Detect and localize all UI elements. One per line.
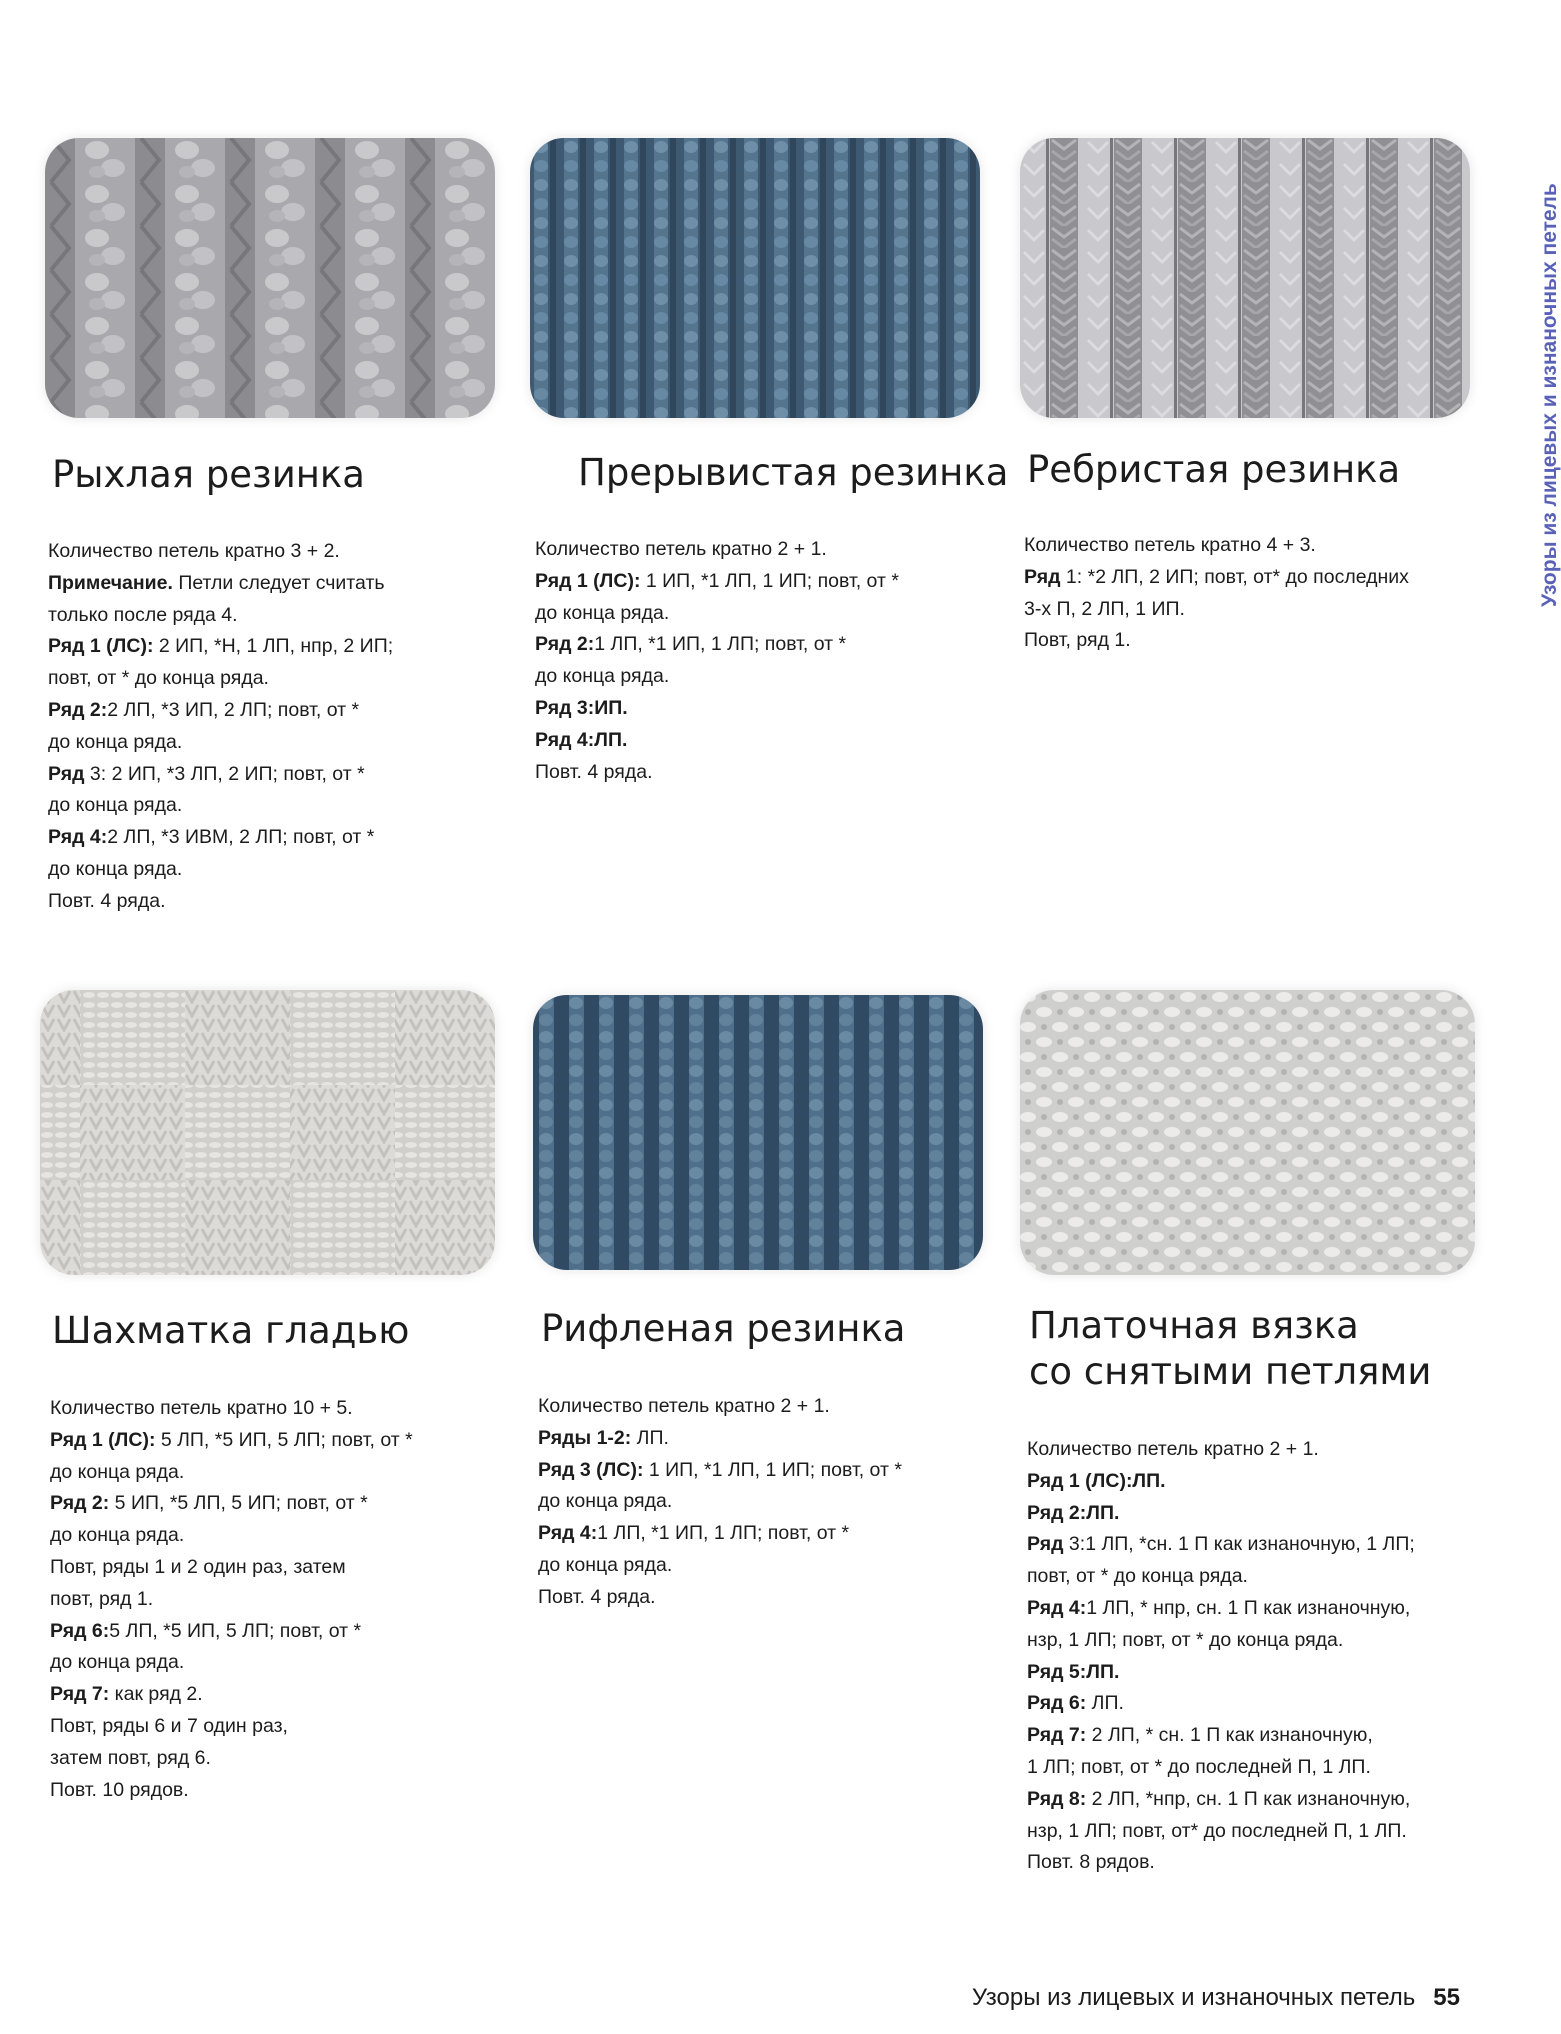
instruction-line: [1024, 562, 1409, 594]
instruction-line: [50, 1520, 413, 1552]
instruction-line: [48, 663, 393, 695]
instruction-line-text: Количество петель кратно 4 + 3.: [1024, 534, 1316, 556]
pattern-instructions-checkerboard: [50, 1393, 413, 1806]
pattern-instructions-broken-rib: [535, 534, 899, 788]
instruction-line-label: Ряд 1 (ЛС):: [535, 569, 641, 592]
instruction-line-text: 5 ЛП, *5 ИП, 5 ЛП; повт, от *: [155, 1428, 413, 1451]
instruction-line: [538, 1391, 902, 1423]
instruction-line-text: 1 ЛП; повт, от * до последней П, 1 ЛП.: [1027, 1755, 1371, 1778]
instruction-line-text: 5 ИП, *5 ЛП, 5 ИП; повт, от *: [109, 1492, 368, 1515]
pattern-title-ribbed-rib: Ребристая резинка: [1027, 448, 1401, 491]
pattern-title-checkerboard: Шахматка гладью: [52, 1309, 410, 1352]
instruction-line-text: Количество петель кратно 2 + 1.: [538, 1395, 830, 1417]
instruction-line-text: 3:1 ЛП, *сн. 1 П как изнаночную, 1 ЛП;: [1063, 1533, 1415, 1556]
instruction-line-text: ЛП.: [1086, 1692, 1124, 1715]
instruction-line-text: Петли следует считать: [172, 571, 385, 594]
instruction-line-text: нзр, 1 ЛП; повт, от* до последней П, 1 ЛП.: [1027, 1819, 1407, 1842]
instruction-line-label: Ряд 1 (ЛС):: [48, 635, 154, 658]
instruction-line-text: 1 ИП, *1 ЛП, 1 ИП; повт, от *: [643, 1458, 902, 1481]
instruction-line: [1024, 625, 1409, 657]
instruction-line: [48, 631, 393, 663]
instruction-line-text: Количество петель кратно 3 + 2.: [48, 540, 340, 562]
instruction-line-label: Ряд: [1027, 1533, 1064, 1556]
instruction-line: [535, 725, 899, 757]
instruction-line-label: Ряды 1-2:: [538, 1426, 632, 1449]
instruction-line-label: Ряд 4:: [538, 1522, 598, 1545]
instruction-line-text: до конца ряда.: [538, 1490, 673, 1513]
instruction-line-text: 1 ИП, *1 ЛП, 1 ИП; повт, от *: [640, 569, 899, 592]
instruction-line: [538, 1518, 902, 1550]
instruction-line: [1024, 530, 1409, 562]
side-chapter-title-text: Узоры из лицевых и изнаночных петель: [1538, 183, 1561, 607]
instruction-line-text: повт, от * до конца ряда.: [1027, 1565, 1248, 1588]
instruction-line-text: до конца ряда.: [48, 730, 183, 753]
instruction-line-text: 2 ЛП, *3 ИП, 2 ЛП; повт, от *: [107, 698, 360, 721]
instruction-line-text: Повт, ряды 6 и 7 один раз,: [50, 1714, 288, 1737]
instruction-line: [1027, 1688, 1415, 1720]
instruction-line-label: Ряд 2:ЛП.: [1027, 1501, 1120, 1524]
instruction-line: [50, 1488, 413, 1520]
instruction-line: [1027, 1466, 1415, 1498]
instruction-line-label: Ряд 7:: [50, 1683, 110, 1706]
instruction-line-text: Повт, ряд 1.: [1024, 629, 1131, 652]
instruction-line-text: до конца ряда.: [50, 1460, 185, 1483]
instruction-line-label: Ряд 3:ИП.: [535, 696, 628, 719]
instruction-line-text: как ряд 2.: [109, 1683, 203, 1706]
pattern-instructions-ribbed-rib: [1024, 530, 1409, 657]
instruction-line-text: 3: 2 ИП, *3 ЛП, 2 ИП; повт, от *: [84, 762, 365, 785]
instruction-line-text: Количество петель кратно 2 + 1.: [535, 538, 827, 560]
pattern-title-fluted-rib: Рифленая резинка: [541, 1307, 906, 1350]
instruction-line-text: затем повт, ряд 6.: [50, 1746, 211, 1769]
instruction-line: [535, 661, 899, 693]
instruction-line-label: Ряд 3 (ЛС):: [538, 1458, 644, 1481]
side-chapter-title: [1538, 127, 1561, 607]
instruction-line-label: Ряд: [1024, 565, 1061, 588]
instruction-line: [50, 1457, 413, 1489]
instruction-line-label: Ряд 2:: [535, 633, 595, 656]
instruction-line-text: только после ряда 4.: [48, 603, 238, 626]
instruction-line: [1027, 1657, 1415, 1689]
instruction-line: [535, 629, 899, 661]
instruction-line: [538, 1550, 902, 1582]
instruction-line-text: Повт. 4 ряда.: [535, 760, 653, 783]
instruction-line: [50, 1393, 413, 1425]
instruction-line: [50, 1775, 413, 1807]
instruction-line: [48, 759, 393, 791]
instruction-line: [50, 1711, 413, 1743]
instruction-line-text: повт, от * до конца ряда.: [48, 667, 269, 690]
instruction-line: [535, 598, 899, 630]
instruction-line-text: до конца ряда.: [535, 601, 670, 624]
instruction-line-text: 3-х П, 2 ЛП, 1 ИП.: [1024, 597, 1185, 620]
instruction-line-label: Ряд 4:: [1027, 1596, 1087, 1619]
pattern-title-slipped-garter: [1029, 1303, 1431, 1395]
swatch-image-fluted-rib: [533, 995, 983, 1270]
instruction-line-text: до конца ряда.: [48, 794, 183, 817]
instruction-line-text: 1 ЛП, *1 ИП, 1 ЛП; повт, от *: [594, 633, 847, 656]
instruction-line-text: 2 ЛП, *3 ИВМ, 2 ЛП; повт, от *: [107, 826, 375, 849]
instruction-line: [538, 1423, 902, 1455]
instruction-line-text: Повт. 4 ряда.: [538, 1585, 656, 1608]
instruction-line: [48, 600, 393, 632]
instruction-line-label: Ряд 1 (ЛС):: [50, 1428, 156, 1451]
swatch-image-loose-rib: [45, 138, 495, 418]
instruction-line-text: Повт. 10 рядов.: [50, 1778, 189, 1801]
instruction-line-text: до конца ряда.: [50, 1651, 185, 1674]
instruction-line: [48, 854, 393, 886]
instruction-line-label: Ряд: [48, 762, 85, 785]
instruction-line: [1027, 1752, 1415, 1784]
instruction-line: [48, 695, 393, 727]
instruction-line: [1027, 1561, 1415, 1593]
instruction-line-text: до конца ряда.: [535, 665, 670, 688]
instruction-line: [1027, 1816, 1415, 1848]
pattern-title-slipped-garter-line1: Платочная вязка: [1029, 1304, 1359, 1347]
instruction-line: [48, 822, 393, 854]
instruction-line: [50, 1743, 413, 1775]
instruction-line: [48, 790, 393, 822]
instruction-line-label: Ряд 8:: [1027, 1787, 1087, 1810]
instruction-line-text: 5 ЛП, *5 ИП, 5 ЛП; повт, от *: [109, 1619, 362, 1642]
instruction-line: [1027, 1529, 1415, 1561]
instruction-line-label: Ряд 4:ЛП.: [535, 728, 628, 751]
instruction-line-text: до конца ряда.: [50, 1524, 185, 1547]
instruction-line-label: Ряд 2:: [50, 1492, 110, 1515]
instruction-line-label: Ряд 2:: [48, 698, 108, 721]
instruction-line: [1027, 1498, 1415, 1530]
instruction-line: [1027, 1720, 1415, 1752]
instruction-line: [535, 693, 899, 725]
instruction-line: [535, 534, 899, 566]
instruction-line: [535, 757, 899, 789]
instruction-line-text: Повт. 8 рядов.: [1027, 1851, 1155, 1874]
swatch-image-broken-rib: [530, 138, 980, 418]
instruction-line: [50, 1679, 413, 1711]
pattern-instructions-loose-rib: [48, 536, 393, 918]
instruction-line: [50, 1647, 413, 1679]
instruction-line-text: 2 ИП, *Н, 1 ЛП, нпр, 2 ИП;: [153, 635, 394, 658]
instruction-line-text: Повт, ряды 1 и 2 один раз, затем: [50, 1555, 346, 1578]
instruction-line-text: нзр, 1 ЛП; повт, от * до конца ряда.: [1027, 1628, 1344, 1651]
instruction-line: [538, 1455, 902, 1487]
page-number: 55: [1433, 1984, 1460, 2011]
instruction-line-text: Повт. 4 ряда.: [48, 889, 166, 912]
instruction-line-text: 1: *2 ЛП, 2 ИП; повт, от* до последних: [1060, 565, 1409, 588]
instruction-line-label: Ряд 7:: [1027, 1724, 1087, 1747]
instruction-line-text: до конца ряда.: [538, 1553, 673, 1576]
instruction-line: [535, 566, 899, 598]
instruction-line-text: до конца ряда.: [48, 857, 183, 880]
swatch-image-ribbed-rib: [1020, 138, 1470, 418]
instruction-line: [50, 1552, 413, 1584]
instruction-line-text: Количество петель кратно 10 + 5.: [50, 1397, 353, 1419]
instruction-line: [1027, 1625, 1415, 1657]
pattern-title-loose-rib: Рыхлая резинка: [52, 453, 365, 496]
instruction-line-text: 1 ЛП, *1 ИП, 1 ЛП; повт, от *: [597, 1522, 850, 1545]
instruction-line: [50, 1616, 413, 1648]
instruction-line: [1027, 1784, 1415, 1816]
instruction-line: [48, 568, 393, 600]
instruction-line: [48, 886, 393, 918]
pattern-title-broken-rib: Прерывистая резинка: [578, 451, 1009, 494]
instruction-line-label: Ряд 6:: [50, 1619, 110, 1642]
instruction-line-text: Количество петель кратно 2 + 1.: [1027, 1438, 1319, 1460]
instruction-line-label: Примечание.: [48, 571, 173, 594]
instruction-line-label: Ряд 1 (ЛС):ЛП.: [1027, 1469, 1166, 1492]
instruction-line: [50, 1584, 413, 1616]
instruction-line: [1027, 1434, 1415, 1466]
instruction-line: [1027, 1847, 1415, 1879]
instruction-line-text: 2 ЛП, * сн. 1 П как изнаночную,: [1086, 1724, 1373, 1747]
instruction-line: [538, 1486, 902, 1518]
swatch-image-checkerboard: [40, 990, 495, 1275]
instruction-line-text: ЛП.: [631, 1426, 669, 1449]
instruction-line: [50, 1425, 413, 1457]
instruction-line: [48, 727, 393, 759]
instruction-line-text: повт, ряд 1.: [50, 1587, 154, 1610]
pattern-instructions-slipped-garter: [1027, 1434, 1415, 1879]
swatch-image-slipped-garter: [1020, 990, 1475, 1275]
instruction-line-text: 2 ЛП, *нпр, сн. 1 П как изнаночную,: [1086, 1787, 1411, 1810]
instruction-line-label: Ряд 5:ЛП.: [1027, 1660, 1120, 1683]
instruction-line-label: Ряд 4:: [48, 826, 108, 849]
pattern-instructions-fluted-rib: [538, 1391, 902, 1614]
instruction-line-text: 1 ЛП, * нпр, сн. 1 П как изнаночную,: [1086, 1596, 1411, 1619]
instruction-line: [538, 1582, 902, 1614]
footer-chapter-title: Узоры из лицевых и изнаночных петель: [971, 1984, 1416, 2011]
instruction-line-label: Ряд 6:: [1027, 1692, 1087, 1715]
instruction-line: [1027, 1593, 1415, 1625]
page-footer: [890, 1984, 1460, 2012]
instruction-line: [1024, 594, 1409, 626]
instruction-line: [48, 536, 393, 568]
pattern-title-slipped-garter-line2: со снятыми петлями: [1029, 1350, 1432, 1393]
